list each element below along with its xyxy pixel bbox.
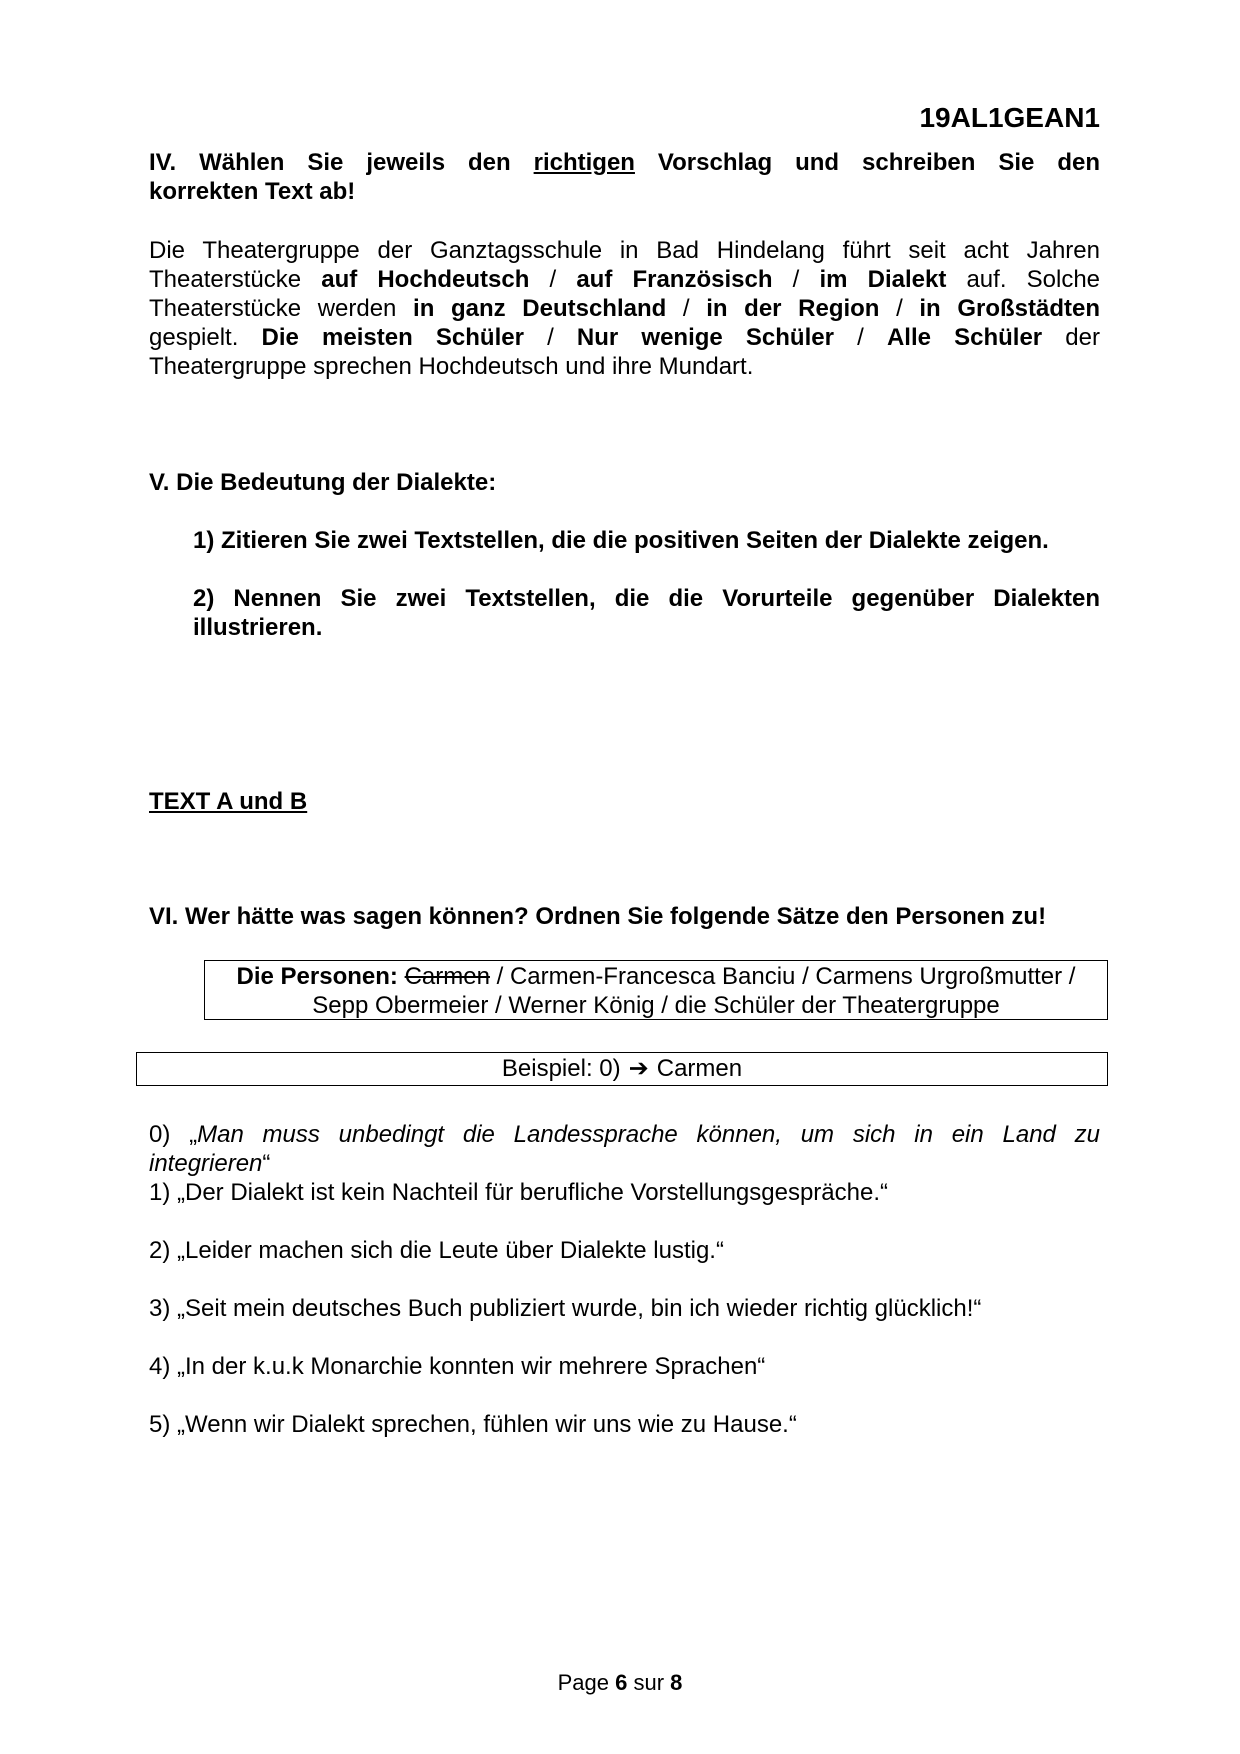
example-box: Beispiel: 0) ➔ Carmen [136,1052,1108,1086]
underlined-word: richtigen [533,149,635,176]
section-5-heading: V. Die Bedeutung der Dialekte: [149,469,497,496]
section-4-heading [149,148,1100,206]
paragraph-line-3: Theaterstücke werden in ganz Deutschland / in der Region / in Großstädten [149,295,1101,322]
persons-box [204,960,1108,1020]
paragraph-line-5: Theatergruppe sprechen Hochdeutsch und ihre Mundart. [149,353,754,380]
section-4-paragraph [149,236,1100,381]
quote-5: 5) „Wenn wir Dialekt sprechen, fühlen wir uns wie zu Hause.“ [149,1411,797,1438]
current-page: 6 [615,1670,628,1695]
paragraph-line-2: Theaterstücke auf Hochdeutsch / auf Französisch / im Dialekt auf. Solche [149,266,1101,293]
page-footer: Page 6 sur 8 [557,1670,683,1695]
arrow-right-icon: ➔ [628,1055,649,1082]
quote-4: 4) „In der k.u.k Monarchie konnten wir mehrere Sprachen“ [149,1353,766,1380]
quote-0: 0) „Man muss unbedingt die Landessprache können, um sich in ein Land zu integrieren“ [149,1121,1100,1177]
text-a-und-b-heading: TEXT A und B [149,788,308,815]
section-4-heading-line-2: korrekten Text ab! [149,178,356,205]
section-5-question-2: 2) Nennen Sie zwei Textstellen, die die Vorurteile gegenüber Dialekten illustrieren. [193,585,1100,641]
section-4-heading-line-1: IV. Wählen Sie jeweils den richtigen Vorschlag und schreiben Sie den [149,149,1100,176]
quote-3: 3) „Seit mein deutsches Buch publiziert wurde, bin ich wieder richtig glücklich!“ [149,1295,982,1322]
quote-2: 2) „Leider machen sich die Leute über Dialekte lustig.“ [149,1237,724,1264]
section-5-question-1: 1) Zitieren Sie zwei Textstellen, die die positiven Seiten der Dialekte zeigen. [193,527,1049,554]
persons-line-2: Sepp Obermeier / Werner König / die Schüler der Theatergruppe [312,992,1000,1019]
struck-name: Carmen [404,963,490,990]
quote-1: 1) „Der Dialekt ist kein Nachteil für berufliche Vorstellungsgespräche.“ [149,1179,888,1206]
paragraph-line-4: gespielt. Die meisten Schüler / Nur wenige Schüler / Alle Schüler der [149,324,1100,351]
document-id: 19AL1GEAN1 [919,102,1100,133]
section-6-heading: VI. Wer hätte was sagen können? Ordnen Sie folgende Sätze den Personen zu! [149,903,1047,930]
persons-line-1: Die Personen: Carmen / Carmen-Francesca Banciu / Carmens Urgroßmutter / [236,963,1076,990]
total-pages: 8 [670,1670,683,1695]
paragraph-line-1: Die Theatergruppe der Ganztagsschule in Bad Hindelang führt seit acht Jahren [149,237,1100,264]
